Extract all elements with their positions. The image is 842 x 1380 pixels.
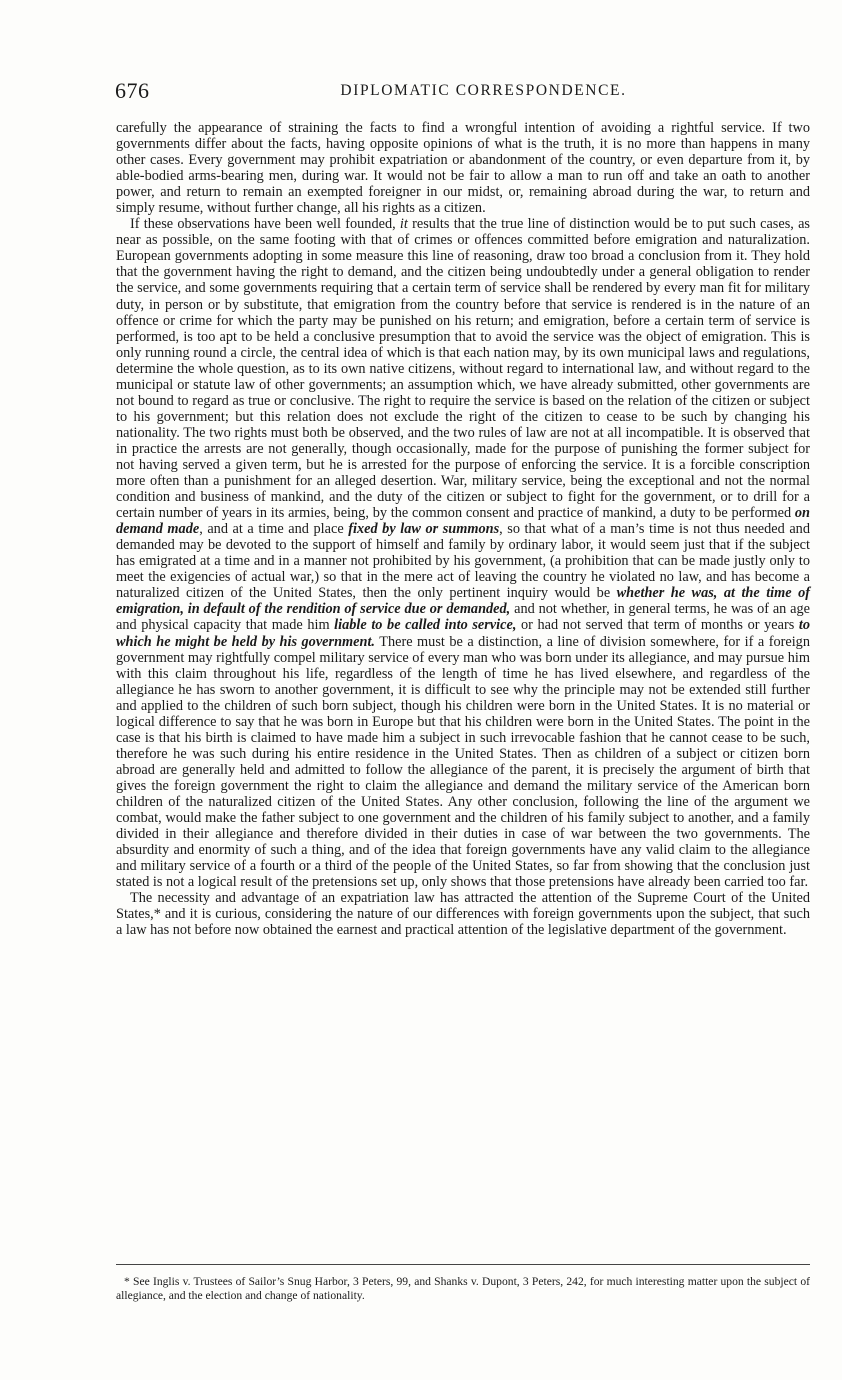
emphasized-text: whether he was, at the time of emigration, in default of the rendition of service due or demanded, [116,585,810,618]
emphasized-text: fixed by law or summons [348,521,500,538]
footnote-text: * See Inglis v. Trustees of Sailor’s Snug Harbor, 3 Peters, 99, and Shanks v. Dupont, 3 Peters, 242, for much interesting matter upon the subject of allegiance, and the election and change of nationality. [116,1275,810,1302]
paragraph-text: There must be a distinction, a line of division somewhere, for if a foreign government may rightfully compel military service of every man who was born under its allegiance, and may pursue him with this claim throughout his life, regardless of the length of time he has lived elsewhere, and regardless of the allegiance he has sworn to another government, it is difficult to see why the principle may not be extended still further and applied to the children of such born subject, though his children were born in the United States. It is no material or logical difference to say that he was born in Europe but that his children were born in the United States. The point in the case is that his birth is claimed to have made him a subject in such irrevocable fashion that he cannot cease to be such, therefore he was such during his entire residence in the United States. Then as children of a subject or citizen born abroad are generally held and admitted to follow the allegiance of the parent, it is precisely the argument of birth that gives the foreign government the right to claim the allegiance and demand the military service of the American born children of the naturalized citizen of the United States. Any other conclusion, following the line of the argument we combat, would make the father subject to one government and the children of his family subject to another, and a family divided in their allegiance and therefore divided in their duties in case of war between the two governments. The absurdity and enormity of such a thing, and of the idea that foreign governments have any valid claim to the allegiance and military service of a fourth or a third of the people of the United States, so far from showing that the conclusion just stated is not a logical result of the pretensions set up, only shows that those pretensions have already been carried too far. [116,633,810,891]
paragraph-text: carefully the appearance of straining the facts to find a wrongful intention of avoiding a rightful service. If two governments differ about the facts, having opposite opinions of what is the truth, it is no more than happens in many other cases. Every government may prohibit expatriation or abandonment of the country, or even departure from it, by able-bodied arms-bearing men, during war. It would not be fair to allow a man to run off and take an oath to another power, and return to remain an exempted foreigner in our midst, or, remaining abroad during the war, to return and simply resume, without further change, all his rights as a citizen. [116,120,810,217]
paragraph-text: , so that what of a man’s time is not thus needed and demanded may be devoted to the support of himself and family by ordinary labor, it would seem just that if the subject has emigrated at a time and in a manner not prohibited by his government, (a prohibition that can be made justly only to meet the exigencies of actual war,) so that in the mere act of leaving the country he violated no law, and has become a naturalized citizen of the United States, then the only pertinent inquiry would be [116,521,810,602]
paragraph [116,120,810,216]
paragraph [116,890,810,938]
paragraph-text: results that the true line of distinction would be to put such cases, as near as possible, on the same footing with that of crimes or offences committed before emigration and naturalization. European governments adopting in some measure this line of reasoning, draw too broad a conclusion from it. They hold that the government having the right to demand, and the citizen being undoubtedly under a general obligation to render the service, and some governments requiring that a certain term of service shall be rendered by every man fit for military duty, in person or by substitute, that emigration from the country before that service is rendered is in the nature of an offence or crime for which the party may be punished on his return; and emigration, before a certain term of service is performed, is too apt to be held a conclusive presumption that to avoid the service was the object of emigration. This is only running round a circle, the central idea of which is that each nation may, by its own municipal laws and regulations, determine the whole question, as to its own native citizens, without regard to international law, and without regard to the municipal or statute law of other governments; an assumption which, we have already submitted, other governments are not bound to regard as true or conclusive. The right to require the service is based on the relation of the citizen or subject to his government; but this relation does not exclude the right of the citizen to cease to be such by changing his nationality. The two rights must both be observed, and the two rules of law are not at all incompatible. It is observed that in practice the arrests are not generally, though occasionally, made for the purpose of punishing the former subject for not having served a given term, but he is arrested for the purpose of enforcing the service. It is a forcible conscription more often than a punishment for an alleged desertion. War, military service, being the exceptional and not the normal condition and business of mankind, and the duty of the citizen or subject to fight for the government, or to drill for a certain number of years in its armies, being, by the common consent and practice of mankind, a duty to be performed [116,216,810,522]
paragraph-text: and not whether, in general terms, he was of an age and physical capacity that made him [116,601,810,634]
paragraph [116,216,810,890]
paragraph-text: or had not served that term of months or years [516,617,799,634]
paragraph-text: , and at a time and place [199,521,349,538]
emphasized-text: to which he might be held by his government. [116,617,810,650]
emphasized-text: on demand made [116,505,810,538]
footnote [116,1275,810,1303]
running-head: DIPLOMATIC CORRESPONDENCE. [340,82,627,99]
emphasized-text: liable to be called into service, [334,617,517,634]
paragraph-text: If these observations have been well founded, [130,216,400,233]
page-number: 676 [115,78,150,103]
footnote-rule [116,1264,810,1265]
emphasized-text: it [399,216,408,233]
page-header [115,78,812,104]
body-text [116,120,810,938]
paragraph-text: The necessity and advantage of an expatriation law has attracted the attention of the Supreme Court of the United States,* and it is curious, considering the nature of our differences with foreign governments upon the subject, that such a law has not before now obtained the earnest and practical attention of the legislative department of the government. [116,890,810,939]
